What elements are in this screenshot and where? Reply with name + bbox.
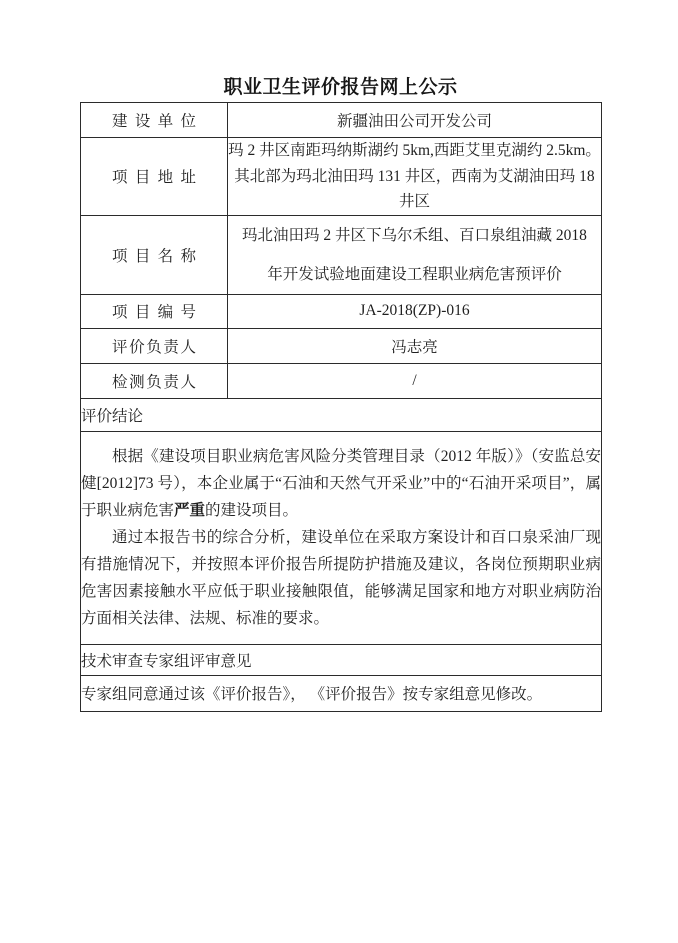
evaluation-leader-label: 评价负责人 [112, 338, 196, 356]
testing-leader-label-cell [81, 363, 228, 398]
construction-unit-label: 建设单位 [112, 113, 196, 130]
row-conclusion-header [81, 398, 602, 431]
row-testing-leader [81, 363, 602, 398]
testing-leader-value: / [228, 363, 602, 398]
project-name-label: 项目名称 [112, 247, 196, 265]
conclusion-header: 评价结论 [81, 398, 602, 431]
project-address-line-2: 其北部为玛北油田玛 131 井区，西南为艾湖油田玛 18 [234, 167, 595, 185]
report-table [80, 102, 602, 712]
document-page [80, 74, 601, 712]
project-number-value: JA-2018(ZP)-016 [228, 294, 602, 328]
project-name-value [228, 215, 602, 294]
evaluation-leader-label-cell [81, 328, 228, 363]
evaluation-leader-value: 冯志亮 [228, 328, 602, 363]
conclusion-body [81, 431, 602, 644]
construction-unit-value: 新疆油田公司开发公司 [228, 103, 602, 138]
project-address-line-3: 井区 [398, 193, 430, 210]
row-evaluation-leader [81, 328, 602, 363]
row-conclusion-body [81, 431, 602, 644]
construction-unit-label-cell [81, 103, 228, 138]
row-expert-review-header [81, 644, 602, 675]
project-number-label-cell [81, 294, 228, 328]
conclusion-p1-bold-term: 严重 [174, 502, 206, 519]
conclusion-p1-after: 的建设项目。 [205, 502, 299, 519]
conclusion-paragraph-2: 通过本报告书的综合分析，建设单位在采取方案设计和百口泉采油厂现有措施情况下，并按照本评价报告所提防护措施及建议，各岗位预期职业病危害因素接触水平应低于职业接触限值，能够满足国家和地方对职业病防治方面相关法律、法规、标准的要求。 [81, 529, 601, 627]
row-expert-review-opinion [81, 675, 602, 711]
conclusion-p1-before: 根据《建设项目职业病危害风险分类管理目录（2012 年版）》（安监总安健[2012]73 号），本企业属于“石油和天然气开采业”中的“石油开采项目”，属于职业病危害 [81, 448, 601, 519]
row-construction-unit [81, 103, 602, 138]
expert-review-header: 技术审查专家组评审意见 [81, 644, 602, 675]
project-address-value [228, 138, 602, 216]
project-name-label-cell [81, 215, 228, 294]
project-name-line-1: 玛北油田玛 2 井区下乌尔禾组、百口泉组油藏 2018 [242, 226, 587, 244]
project-number-label: 项目编号 [112, 304, 196, 321]
page-title: 职业卫生评价报告网上公示 [223, 77, 458, 98]
project-address-label-cell [81, 138, 228, 216]
testing-leader-label: 检测负责人 [112, 373, 196, 391]
project-address-label: 项目地址 [112, 169, 196, 187]
project-name-line-2: 年开发试验地面建设工程职业病危害预评价 [267, 265, 562, 283]
row-project-number [81, 294, 602, 328]
row-project-address [81, 138, 602, 216]
project-address-line-1: 玛 2 井区南距玛纳斯湖约 5km,西距艾里克湖约 2.5km。 [228, 142, 601, 159]
row-project-name [81, 215, 602, 294]
conclusion-paragraph-1 [81, 443, 601, 524]
expert-review-opinion: 专家组同意通过该《评价报告》， 《评价报告》按专家组意见修改。 [81, 675, 602, 711]
